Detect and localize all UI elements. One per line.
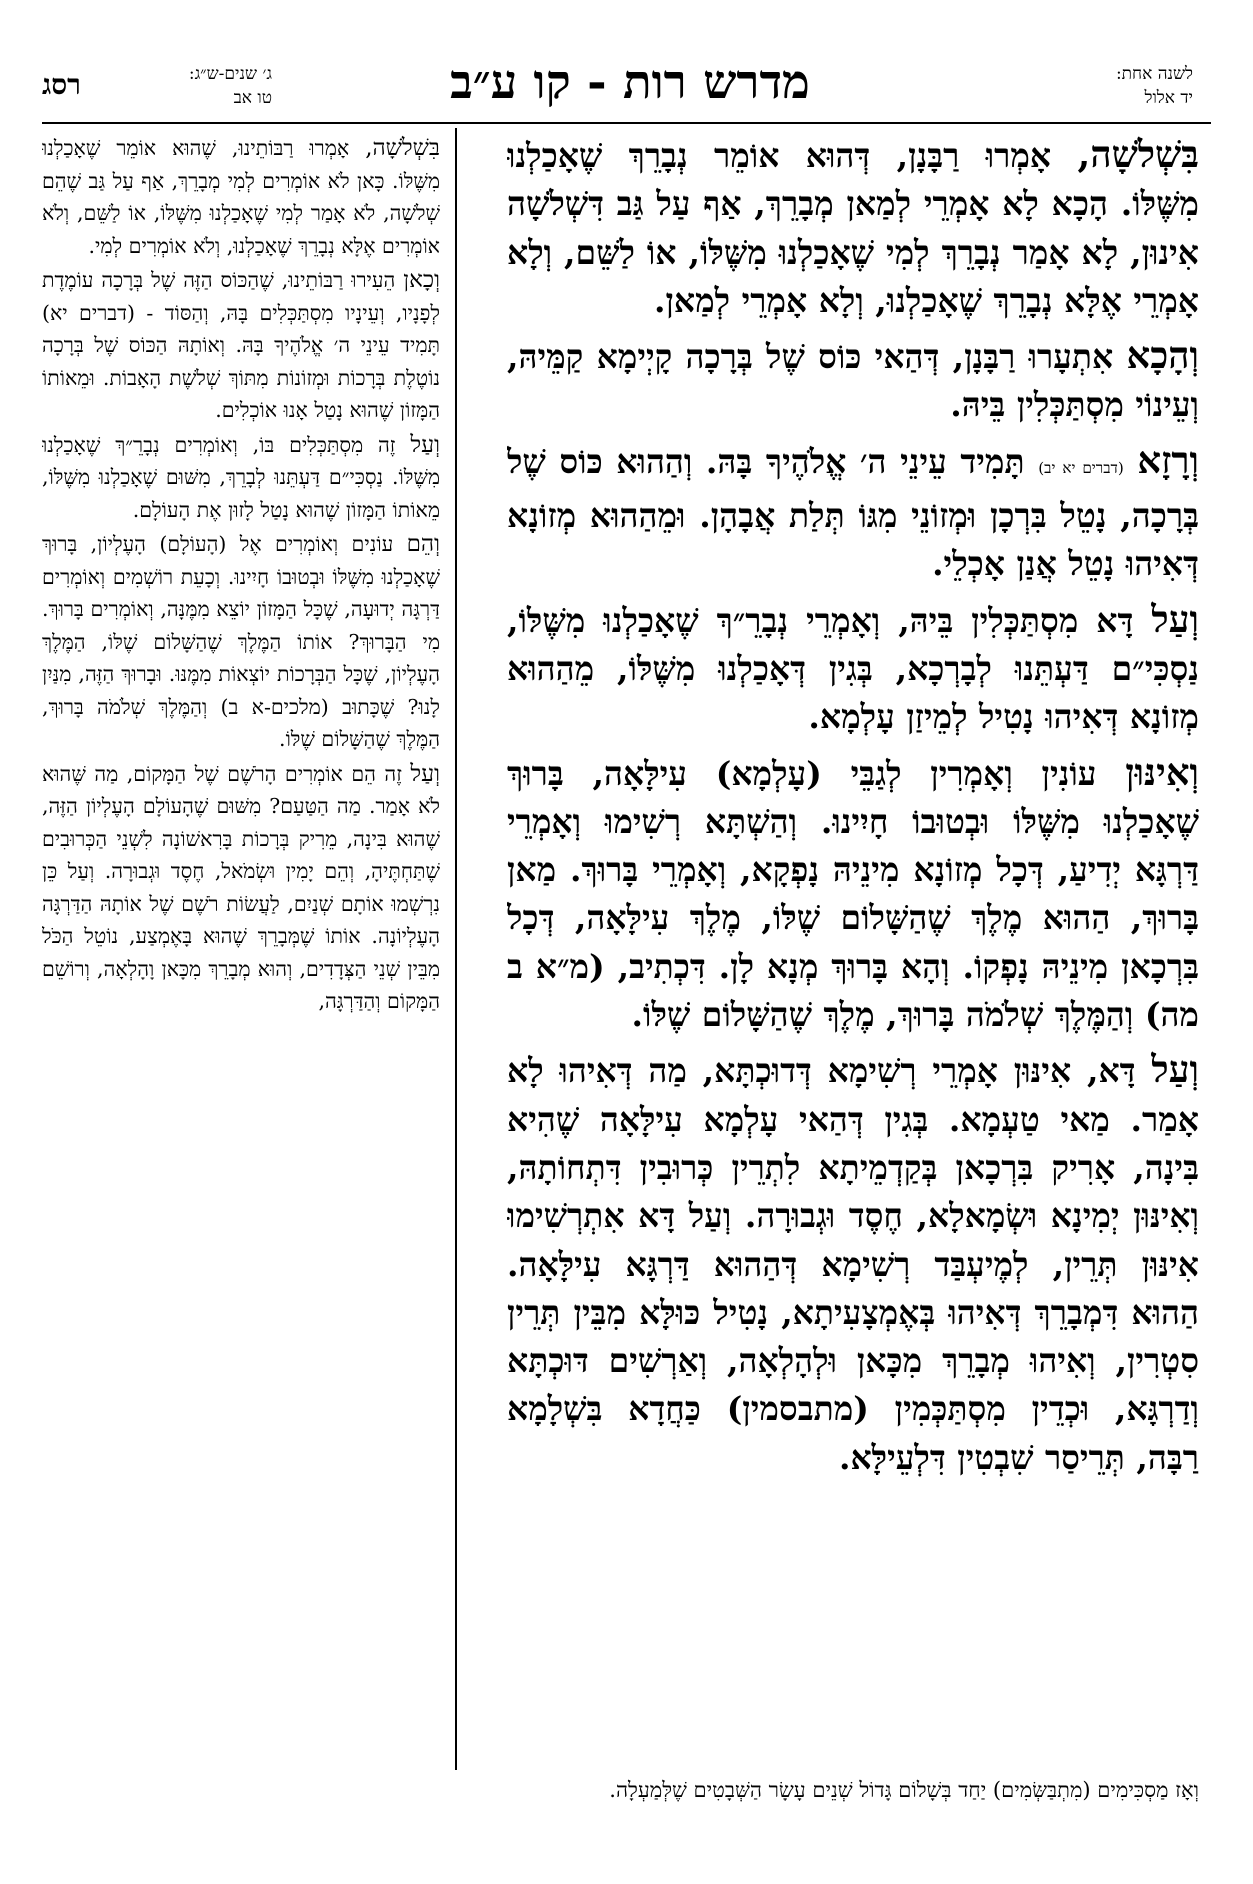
translation-paragraph [42, 264, 440, 427]
translation-paragraph [42, 758, 440, 1018]
paragraph-text: דָּא מִסְתַּכְּלִין בֵּיהּ, וְאָמְרֵי נְבָרֵ״ךְ שֶׁאָכַלְנוּ מִשֶּׁלּוֹ, נַסְכִּי״ם דַּעְתֵּנוּ לְבָרְכָא, בְּגִין דְּאָכַלְנוּ מִשֶּׁלּוֹ, מֵהַהוּא מְזוֹנָא דְּאִיהוּ נָטִיל לְמֵיזַן עָלְמָא. [507, 600, 1199, 737]
main-paragraph [507, 130, 1199, 325]
header-left [42, 62, 272, 110]
paragraph-lead: בִּשְׁלֹשָׁה, [365, 135, 440, 161]
main-paragraph [507, 436, 1199, 589]
paragraph-lead: וְהֵם [406, 531, 440, 557]
main-text-column [507, 130, 1199, 1770]
header-divider [42, 122, 1211, 124]
paragraph-lead: וְעַל [1151, 1047, 1199, 1092]
paragraph-lead: וְרָזָא [1137, 437, 1199, 482]
header-left-line2: טו אב [233, 88, 272, 108]
column-divider [455, 128, 457, 1770]
paragraph-lead: וְעַל [410, 431, 440, 458]
paragraph-text: אִתְעָרוּ רַבָּנָן, דְּהַאי כּוֹס שֶׁל בְּרָכָה קָיְימָא קַמֵּיהּ, וְעֵינוֹי מִסְתַּכְּלִין בֵּיהּ. [507, 337, 1199, 425]
translation-paragraph [42, 132, 440, 262]
header-right [953, 62, 1193, 110]
paragraph-text: אָמְרוּ רַבּוֹתֵינוּ, שֶׁהוּא אוֹמֵר שֶׁאָכַלְנוּ מִשֶּׁלּוֹ. כָּאן לֹא אוֹמְרִים לְמִי מְבָרֵךְ, אַף עַל גַּב שֶׁהֵם שְׁלֹשָׁה, לֹא אָמַר לְמִי שֶׁאָכַלְנוּ מִשֶּׁלּוֹ, אוֹ לַשֵּׁם, וְלֹא אוֹמְרִים אֶלָּא נְבָרֵךְ שֶׁאָכַלְנוּ, וְלֹא אוֹמְרִים לְמִי. [42, 136, 440, 258]
main-paragraph [507, 748, 1199, 1040]
source-reference: (דברים יא יב) [1038, 458, 1124, 477]
paragraph-text: עוֹנִין וְאָמְרִין לְגַבֵּי (עָלְמָא) עִילָּאָה, בָּרוּךְ שֶׁאָכַלְנוּ מִשֶּׁלּוֹ וּבְטוּבוֹ חָיִינוּ. וְהַשְׁתָּא רְשִׁימוּ וְאָמְרֵי דַּרְגָּא יְדִיעַ, דְּכָל מְזוֹנָא מִינֵיהּ נָפְקָא, וְאָמְרֵי בָּרוּךְ. מַאן בָּרוּךְ, הַהוּא מֶלֶךְ שֶׁהַשָּׁלוֹם שֶׁלּוֹ, מֶלֶךְ עִילָּאָה, דְּכָל בִּרְכָאן מִינֵיהּ נָפְקוֹ. וְהָא בָּרוּךְ מְנָא לָן. דִּכְתִיב, (מ״א ב מה) וְהַמֶּלֶךְ שְׁלֹמֹה בָּרוּךְ, מֶלֶךְ שֶׁהַשָּׁלוֹם שֶׁלּוֹ. [507, 753, 1199, 1035]
paragraph-lead: בִּשְׁלֹשָׁה, [1077, 132, 1199, 176]
paragraph-text: זֶה הֵם אוֹמְרִים הָרֹשֶׁם שֶׁל הַמָּקוֹם, מַה שֶּׁהוּא לֹא אָמַר. מַה הַטַּעַם? מִשּׁוּם שֶׁהָעוֹלָם הָעֶלְיוֹן הַזֶּה, שֶׁהוּא בִּינָה, מֵרִיק בְּרָכוֹת בָּרִאשׁוֹנָה לִשְׁנֵי הַכְּרוּבִים שֶׁתַּחְתֶּיהָ, וְהֵם יָמִין וּשְׂמֹאל, חֶסֶד וּגְבוּרָה. וְעַל כֵּן נִרְשְׁמוּ אוֹתָם שְׁנַיִם, לַעֲשׂוֹת רֹשֶׁם שֶׁל אוֹתָהּ הַדַּרְגָּה הָעֶלְיוֹנָה. אוֹתוֹ שֶׁמְּבָרֵךְ שֶׁהוּא בָּאֶמְצַע, נוֹטֵל הַכֹּל מִבֵּין שְׁנֵי הַצְּדָדִים, וְהוּא מְבָרֵךְ מִכָּאן וָהָלְאָה, וְרוֹשֵׁם הַמָּקוֹם וְהַדַּרְגָּה, [42, 761, 440, 1013]
paragraph-lead: וְעַל [410, 760, 440, 787]
translation-column [42, 132, 440, 1764]
paragraph-text: עוֹנִים וְאוֹמְרִים אֶל (הָעוֹלָם) הָעֶלְיוֹן, בָּרוּךְ שֶׁאָכַלְנוּ מִשֶּׁלּוֹ וּבְטוּבוֹ חָיִינוּ. וְכָעֵת רוֹשְׁמִים וְאוֹמְרִים דַּרְגָּה יְדוּעָה, שֶׁכָּל הַמָּזוֹן יוֹצֵא מִמֶּנָּה, וְאוֹמְרִים בָּרוּךְ. מִי הַבָּרוּךְ? אוֹתוֹ הַמֶּלֶךְ שֶׁהַשָּׁלוֹם שֶׁלּוֹ, הַמֶּלֶךְ הָעֶלְיוֹן, שֶׁכָּל הַבְּרָכוֹת יוֹצְאוֹת מִמֶּנּוּ. וּבָרוּךְ הַזֶּה, מִנַּיִן לָנוּ? שֶׁכָּתוּב (מלכים-א ב) וְהַמֶּלֶךְ שְׁלֹמֹה בָּרוּךְ, הַמֶּלֶךְ שֶׁהַשָּׁלוֹם שֶׁלּוֹ. [42, 532, 440, 751]
header-right-line2: יד אלול [1144, 88, 1193, 108]
header-right-line1: לשנה אחת: [1115, 64, 1193, 84]
paragraph-lead: וְאִינּוּן [1125, 749, 1199, 794]
paragraph-text: אָמְרוּ רַבָּנָן, דְּהוּא אוֹמֵר נְבָרֵךְ שֶׁאָכַלְנוּ מִשֶּׁלּוֹ. הָכָא לָא אָמְרֵי לְמַאן מְבָרֵךְ, אַף עַל גַּב דִּשְׁלֹשָׁה אִינוּן, לָא אָמַר נְבָרֵךְ לְמִי שֶׁאָכַלְנוּ מִשֶּׁלּוֹ, אוֹ לַשֵּׁם, וְלָא אָמְרֵי אֶלָּא נְבָרֵךְ שֶׁאָכַלְנוּ, וְלָא אָמְרֵי לְמַאן. [507, 136, 1199, 320]
paragraph-text: הֵעִירוּ רַבּוֹתֵינוּ, שֶׁהַכּוֹס הַזֶּה שֶׁל בְּרָכָה עוֹמֶדֶת לְפָנָיו, וְעֵינָיו מִסְתַּכְּלִים בָּהּ, וְהַסּוֹד - (דברים יא) תָּמִיד עֵינֵי ה׳ אֱלֹהֶיךָ בָּהּ. וְאוֹתָהּ הַכּוֹס שֶׁל בְּרָכָה נוֹטֶלֶת בְּרָכוֹת וּמְזוֹנוֹת מִתּוֹךְ שְׁלֹשֶׁת הָאָבוֹת. וּמֵאוֹתוֹ הַמָּזוֹן שֶׁהוּא נָטַל אָנוּ אוֹכְלִים. [42, 268, 440, 422]
main-paragraph [507, 595, 1199, 742]
paragraph-lead: וְכָאן [403, 267, 440, 293]
paragraph-text: דָּא, אִינּוּן אָמְרֵי רְשִׁימָא דְּדוּכְתָּא, מַה דְּאִיהוּ לָא אָמַר. מַאי טַעְמָא. בְּגִין דְּהַאי עָלְמָא עִילָּאָה שֶׁהִיא בִּינָה, אָרִיק בִּרְכָאן בְּקַדְמֵיתָא לִתְרֵין כְּרוּבִין דִּתְחוֹתָהּ, וְאִינּוּן יְמִינָא וּשְׂמָאלָא, חֶסֶד וּגְבוּרָה. וְעַל דָּא אִתְרְשִׁימוּ אִינּוּן תְּרֵין, לְמֶיעְבַּד רְשִׁימָא דְּהַהוּא דַּרְגָּא עִילָּאָה. הַהוּא דִּמְבָרֵךְ דְּאִיהוּ בְּאֶמְצָעִיתָא, נָטִיל כּוּלָּא מִבֵּין תְּרֵין סִטְרִין, וְאִיהוּ מְבָרֵךְ מִכָּאן וּלְהָלְאָה, וְאַרְשִׁים דּוּכְתָּא וְדַרְגָּא, וּכְדֵין מִסְתַּכְּמִין (מתבסמין) כַּחֲדָא בִּשְׁלָמָא רַבָּה, תְּרֵיסַר שִׁבְטִין דִּלְעֵילָּא. [507, 1051, 1199, 1477]
main-paragraph [507, 1045, 1199, 1482]
paragraph-lead: וְעַל [1151, 596, 1199, 641]
translation-footer-line: וְאָז מַסְכִּימִים (מִתְבַּשְּׂמִים) יַחַד בְּשָׁלוֹם גָּדוֹל שְׁנֵים עָשָׂר הַשְּׁבָטִים שֶׁלְּמַעְלָה. [609, 1778, 1199, 1802]
translation-paragraph [42, 429, 440, 527]
paragraph-lead: וְהָכָא [1126, 333, 1199, 378]
page-number: רסג [42, 68, 81, 101]
page-title: מדרש רות - קו ע״ב [450, 55, 810, 110]
translation-paragraph [42, 528, 440, 756]
main-paragraph [507, 331, 1199, 430]
header-left-line1: ג׳ שנים-ש״ג: [188, 64, 272, 84]
paragraph-text: תָּמִיד עֵינֵי ה׳ אֱלֹהֶיךָ בָּהּ. וְהַהוּא כּוֹס שֶׁל בְּרָכָה, נָטֵל בִּרְכָן וּמְזוֹנֵי מִגּוֹ תְּלַת אֲבָהָן. וּמֵהַהוּא מְזוֹנָא דְּאִיהוּ נָטֵל אֲנַן אָכְלֵי. [507, 441, 1199, 584]
paragraph-text: זֶה מִסְתַּכְּלִים בּוֹ, וְאוֹמְרִים נְבָרֵ״ךְ שֶׁאָכַלְנוּ מִשֶּׁלּוֹ. נַסְכִּי״ם דַּעְתֵּנוּ לְבָרֵךְ, מִשּׁוּם שֶׁאָכַלְנוּ מִשֶּׁלּוֹ, מֵאוֹתוֹ הַמָּזוֹן שֶׁהוּא נָטַל לָזוּן אֶת הָעוֹלָם. [42, 432, 440, 522]
